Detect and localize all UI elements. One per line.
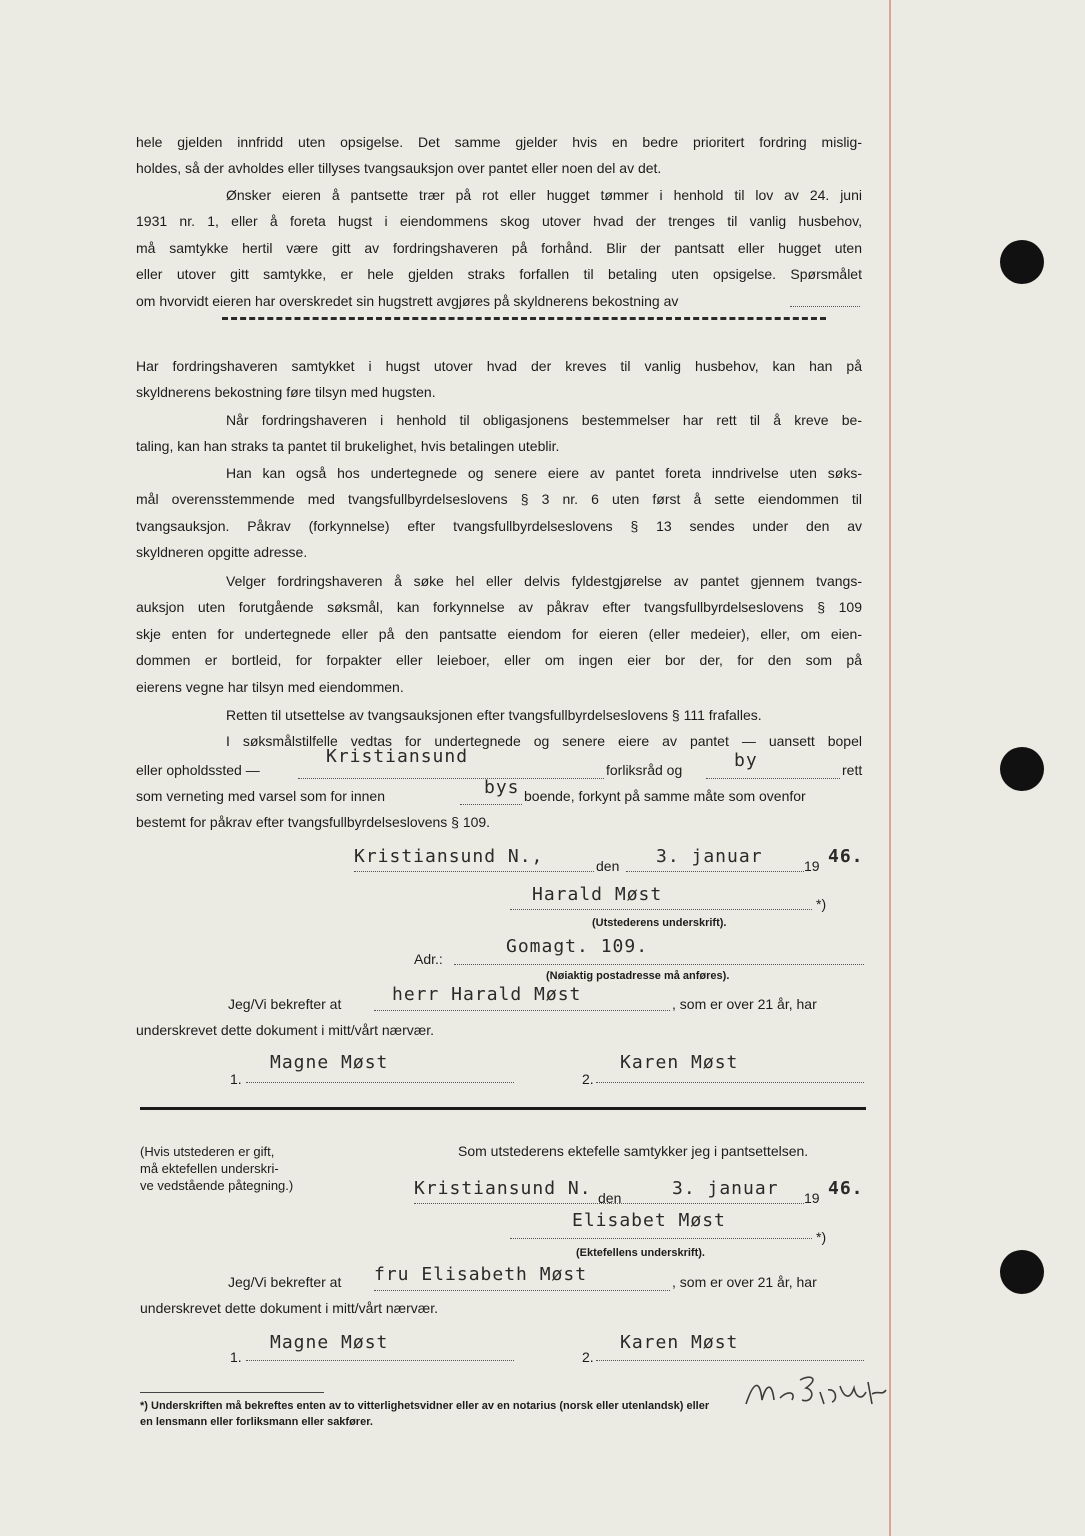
- note-line: (Hvis utstederen er gift,: [140, 1144, 275, 1159]
- text-line: skyldneren opgitte adresse.: [136, 544, 308, 561]
- fill-line: [354, 871, 594, 872]
- text-line: I søksmålstilfelle vedtas for undertegnede og senere eiere av pantet — uansett bopel: [226, 733, 862, 749]
- text-line: holdes, så der avholdes eller tillyses tvangsauksjon over pantet eller noen del av det.: [136, 160, 662, 177]
- witness-2-signature: Karen Møst: [620, 1332, 739, 1353]
- signature-line: [510, 1238, 812, 1239]
- fill-line: [414, 1203, 804, 1204]
- text-line: Velger fordringshaveren å søke hel eller delvis fyldestgjørelse av pantet gjennem tvangs-: [226, 573, 862, 589]
- issuer-caption: (Utstederens underskrift).: [592, 917, 727, 929]
- signing-year: 46.: [828, 846, 864, 867]
- confirm-text: Jeg/Vi bekrefter at: [228, 1274, 342, 1290]
- text-line: må samtykke hertil være gitt av fordringshaveren på forhånd. Blir der pantsatt eller hugget uten: [136, 239, 862, 256]
- witness-number: 1.: [230, 1349, 242, 1365]
- text-line: om hvorvidt eieren har overskredet sin hugstrett avgjøres på skyldnerens bekostning av: [136, 292, 679, 309]
- signature-line: [596, 1360, 864, 1361]
- signing-place: Kristiansund N.,: [354, 846, 544, 867]
- confirm-name: fru Elisabeth Møst: [374, 1264, 588, 1285]
- text-line: taling, kan han straks ta pantet til brukelighet, hvis betalingen uteblir.: [136, 438, 560, 455]
- footnote: [140, 1398, 870, 1430]
- text-line: dommen er bortleid, for forpakter eller leieboer, eller om ingen eier bor der, for den som på: [136, 652, 862, 669]
- spouse-consent: Som utstederens ektefelle samtykker jeg i pantsettelsen.: [458, 1143, 809, 1159]
- typed-strike-dash: [222, 317, 826, 320]
- punch-hole-middle: [1000, 747, 1044, 791]
- spouse-signature: Elisabet Møst: [572, 1210, 726, 1231]
- den-label: den: [596, 858, 620, 874]
- year-prefix: 19: [804, 1190, 820, 1206]
- clause-5: [136, 460, 862, 566]
- year-prefix: 19: [804, 858, 820, 874]
- text-line: Retten til utsettelse av tvangsauksjonen efter tvangsfullbyrdelseslovens § 111 frafalles.: [226, 707, 762, 723]
- issuer-signature: Harald Møst: [532, 884, 663, 905]
- clause-7: [136, 702, 862, 728]
- venue-label: eller opholdssted —: [136, 762, 260, 778]
- text-line: mål overensstemmende med tvangsfullbyrdelseslovens § 3 nr. 6 uten først å sette eiendommen til: [136, 491, 862, 508]
- punch-hole-top: [1000, 240, 1044, 284]
- section-divider: [140, 1107, 866, 1110]
- witness-number: 1.: [230, 1071, 242, 1087]
- spouse-note: [140, 1143, 293, 1194]
- fill-line: [374, 1290, 670, 1291]
- text-line: skyldnerens bekostning føre tilsyn med hugsten.: [136, 384, 436, 401]
- fill-line: [374, 1010, 670, 1011]
- witness-1-signature: Magne Møst: [270, 1332, 389, 1353]
- fill-line: [298, 778, 604, 779]
- venue-text: boende, forkynt på samme måte som ovenfor: [524, 788, 806, 804]
- spouse-year: 46.: [828, 1178, 864, 1199]
- clause-4: [136, 407, 862, 460]
- spouse-place: Kristiansund N.: [414, 1178, 592, 1199]
- venue-text: forliksråd og: [606, 762, 683, 778]
- venue-text: som verneting med varsel som for innen: [136, 788, 385, 804]
- witness-number: 2.: [582, 1071, 594, 1087]
- asterisk: *): [816, 896, 827, 912]
- spouse-date: 3. januar: [672, 1178, 779, 1199]
- text-line: Ønsker eieren å pantsette trær på rot eller hugget tømmer i henhold til lov av 24. juni: [226, 187, 862, 203]
- note-line: må ektefellen underskri-: [140, 1161, 279, 1176]
- clause-2: [136, 182, 862, 314]
- fill-line: [626, 871, 804, 872]
- residence: bys: [484, 777, 520, 798]
- clause-3: [136, 353, 862, 406]
- text-line: 1931 nr. 1, eller å foreta hugst i eiendommens skog utover hvad der trenges til vanlig husbehov,: [136, 213, 862, 230]
- signature-line: [510, 909, 812, 910]
- margin-line: [889, 0, 891, 1536]
- confirm-name: herr Harald Møst: [392, 984, 582, 1005]
- confirm-text: , som er over 21 år, har: [672, 996, 817, 1012]
- clause-1: [136, 129, 862, 182]
- confirm-text: underskrevet dette dokument i mitt/vårt nærvær.: [136, 1022, 435, 1038]
- footnote-rule: [140, 1392, 324, 1393]
- fill-line: [706, 778, 840, 779]
- confirm-text: underskrevet dette dokument i mitt/vårt nærvær.: [140, 1300, 439, 1316]
- witness-2-signature: Karen Møst: [620, 1052, 739, 1073]
- court-type: by: [734, 750, 758, 771]
- fill-line: [790, 306, 860, 307]
- signing-date: 3. januar: [656, 846, 763, 867]
- signature-line: [246, 1360, 514, 1361]
- address-label: Adr.:: [414, 951, 443, 967]
- text-line: Har fordringshaveren samtykket i hugst utover hvad der kreves til vanlig husbehov, kan han på: [136, 358, 862, 374]
- punch-hole-bottom: [1000, 1250, 1044, 1294]
- address-caption: (Nøiaktig postadresse må anføres).: [546, 970, 730, 982]
- spouse-caption: (Ektefellens underskrift).: [576, 1247, 705, 1259]
- text-line: hele gjelden innfridd uten opsigelse. Det samme gjelder hvis en bedre prioritert fordring mislig-: [136, 134, 862, 150]
- confirm-text: Jeg/Vi bekrefter at: [228, 996, 342, 1012]
- court-place: Kristiansund: [326, 746, 469, 767]
- den-label: den: [598, 1190, 622, 1206]
- witness-1-signature: Magne Møst: [270, 1052, 389, 1073]
- address-line: [454, 964, 864, 965]
- text-line: eller utover gitt samtykke, er hele gjelden straks forfallen til betaling uten opsigelse. Spørsmålet: [136, 266, 862, 283]
- signature-line: [246, 1082, 514, 1083]
- venue-text: bestemt for påkrav efter tvangsfullbyrdelseslovens § 109.: [136, 814, 491, 830]
- text-line: Han kan også hos undertegnede og senere eiere av pantet foreta inndrivelse uten søks-: [226, 465, 862, 481]
- note-line: ve vedstående påtegning.): [140, 1178, 294, 1193]
- issuer-address: Gomagt. 109.: [506, 936, 649, 957]
- fill-line: [460, 804, 522, 805]
- text-line: auksjon uten forutgående søksmål, kan forkynnelse av påkrav efter tvangsfullbyrdelseslovens § 109: [136, 599, 862, 616]
- footnote-line: en lensmann eller forliksmann eller sakfører.: [140, 1416, 373, 1428]
- venue-text: rett: [842, 762, 863, 778]
- witness-number: 2.: [582, 1349, 594, 1365]
- asterisk: *): [816, 1229, 827, 1245]
- footnote-line: *) Underskriften må bekreftes enten av to vitterlighetsvidner eller av en notarius (norsk eller utenlandsk) eller: [140, 1400, 710, 1412]
- clause-6: [136, 568, 862, 700]
- confirm-text: , som er over 21 år, har: [672, 1274, 817, 1290]
- text-line: tvangsauksjon. Påkrav (forkynnelse) efter tvangsfullbyrdelseslovens § 13 sendes under den av: [136, 517, 862, 534]
- text-line: Når fordringshaveren i henhold til obligasjonens bestemmelser har rett til å kreve be-: [226, 412, 862, 428]
- signature-line: [596, 1082, 864, 1083]
- text-line: eierens vegne har tilsyn med eiendommen.: [136, 678, 404, 695]
- text-line: skje enten for undertegnede eller på den pantsatte eiendom for eieren (eller medeier), eller, om eien-: [136, 625, 862, 642]
